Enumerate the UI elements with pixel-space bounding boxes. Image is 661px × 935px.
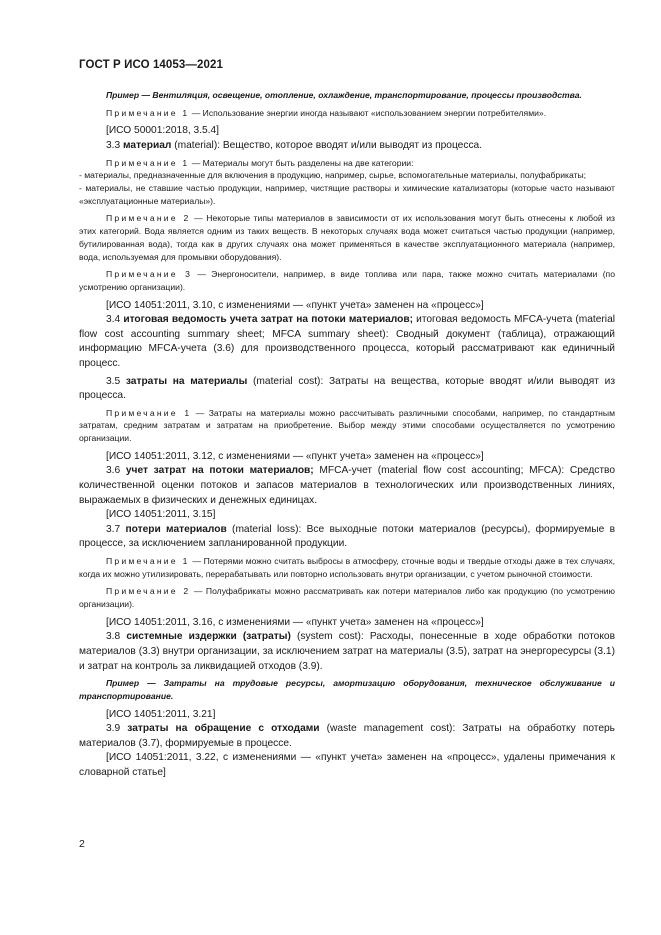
term-number: 3.4 [106,314,124,326]
term-name: материал [123,140,172,151]
note-3-3-1-item-1: - материалы, предназначенные для включения в продукцию, например, сырье, вспомогательные материалы, полуфабрикаты; [79,170,587,181]
note-text: — Полуфабрикаты можно рассматривать как потери материалов либо как продукцию (по усмотрению организации). [79,586,615,610]
document-body [79,89,615,781]
note-label: Примечание 1 [106,407,192,418]
note-text: — Некоторые типы материалов в зависимости от их использования могут быть отнесены к любой из этих категорий. Вода является одним из таких веществ. В некоторых случаях вода может считаться частью продукции (например, бутилированная вода), тогда как в других случаях она может применяться в качестве эксплуатационного материала (например, вода, используемая для промывки оборудования). [79,213,615,262]
term-definition: (waste management cost): Затраты на обработку потерь материалов (3.7), формируемые в процессе. [79,723,615,749]
note-text: — Использование энергии иногда называют «использованием энергии потребителями». [189,107,547,118]
term-name: системные издержки (затраты) [126,631,291,643]
term-3-8 [79,630,615,674]
term-definition: (material): Вещество, которое вводят и/или выводят из процесса. [171,140,483,151]
reference-iso-50001: [ИСО 50001:2018, 3.5.4] [106,125,220,137]
note-text: — Энергоносители, например, в виде топлива или пара, также можно считать материалами (по усмотрению организации). [79,269,615,292]
reference-3-7: [ИСО 14051:2011, 3.16, с изменениями — «пункт учета» заменен на «процесс»] [106,616,484,628]
term-definition: (material cost): Затраты на вещества, которые вводят и/или выводят из процесса. [79,375,615,402]
note-3-7-2 [79,585,615,610]
note-3-3-3 [79,268,615,293]
note-text: — Затраты на материалы можно рассчитывать различными способами, например, по стандартным затратам, средним затратам и затратам на приобретение. Выбор между этими способами осуществляется по усмотрению организации. [79,407,615,444]
reference-3-3: [ИСО 14051:2011, 3.10, с изменениями — «пункт учета» заменен на «процесс»] [106,299,484,311]
note-3-3-1-item-2: - материалы, не ставшие частью продукции, например, чистящие растворы и химические катализаторы (которые часто называют «эксплуатационные материалы»). [79,183,615,206]
note-energy-use [79,107,615,120]
note-3-5-1 [79,407,615,445]
note-3-7-1 [79,555,615,580]
term-name: потери материалов [125,523,227,535]
note-3-3-1 [79,157,615,170]
term-3-3 [79,139,615,154]
note-label: Примечание 2 [106,586,191,597]
note-text: — Материалы могут быть разделены на две категории: [189,157,414,168]
term-number: 3.6 [106,465,126,477]
term-number: 3.7 [106,523,126,535]
note-label: Примечание 1 [106,107,190,118]
term-name: учет затрат на потоки материалов; [125,465,314,477]
term-3-6 [79,464,615,508]
term-name: затраты на обращение с отходами [127,723,320,735]
note-label: Примечание 1 [106,157,190,168]
term-definition: (system cost): Расходы, понесенные в ходе обработки потоков материалов (3.3) внутри организации, за исключением затрат на материалы (3.5), затрат на энергоресурсы (3.1) и затрат на контроль за ликвидацией отходов (3.9). [79,631,615,672]
term-definition: итоговая ведомость MFCA-учета (material flow cost accounting summary sheet; MFCA summary sheet): Сводный документ (таблица), отражающий информацию MFCA-учета (3.6) для производственного процесса, который рассматривают как единичный процесс. [79,314,616,369]
example-ventilation: Пример — Вентиляция, освещение, отопление, охлаждение, транспортирование, процессы производства. [106,90,582,100]
note-text: — Потерями можно считать выбросы в атмосферу, сточные воды и твердые отходы даже в тех случаях, когда их можно утилизировать, перерабатывать или повторно использовать внутри организации, с учетом рыночной стоимости. [79,556,616,579]
reference-3-5: [ИСО 14051:2011, 3.12, с изменениями — «пункт учета» заменен на «процесс»] [106,450,484,462]
term-3-7 [79,523,615,552]
note-label: Примечание 3 [106,269,193,280]
term-3-5 [79,375,615,404]
document-header: ГОСТ Р ИСО 14053—2021 [79,59,224,71]
term-number: 3.9 [106,723,128,735]
reference-3-6: [ИСО 14051:2011, 3.15] [106,509,216,521]
example-system-cost: Пример — Затраты на трудовые ресурсы, амортизацию оборудования, техническое обслуживание и транспортирование. [79,678,615,701]
term-name: затраты на материалы [125,375,248,387]
term-name: итоговая ведомость учета затрат на потоки материалов; [123,314,413,326]
reference-3-8: [ИСО 14051:2011, 3.21] [106,708,216,720]
reference-3-9: [ИСО 14051:2011, 3.22, с изменениями — «пункт учета» заменен на «процесс», удалены примечания к словарной статье] [79,752,615,779]
term-3-9 [79,722,615,751]
term-3-4 [79,313,615,371]
note-label: Примечание 2 [106,213,191,224]
page-number: 2 [79,838,85,850]
note-3-3-2 [79,212,615,263]
note-label: Примечание 1 [106,556,190,567]
term-definition: MFCA-учет (material flow cost accounting; MFCA): Средство количественной оценки потоков и запасов материалов в технологических или производственных линиях, выражаемых в физических и денежных единицах. [79,465,616,506]
term-definition: (material loss): Все выходные потоки материалов (ресурсы), формируемые в процессе, за исключением запланированной продукции. [79,523,615,550]
term-number: 3.5 [106,375,126,387]
term-number: 3.3 [106,140,123,151]
term-number: 3.8 [106,631,127,643]
